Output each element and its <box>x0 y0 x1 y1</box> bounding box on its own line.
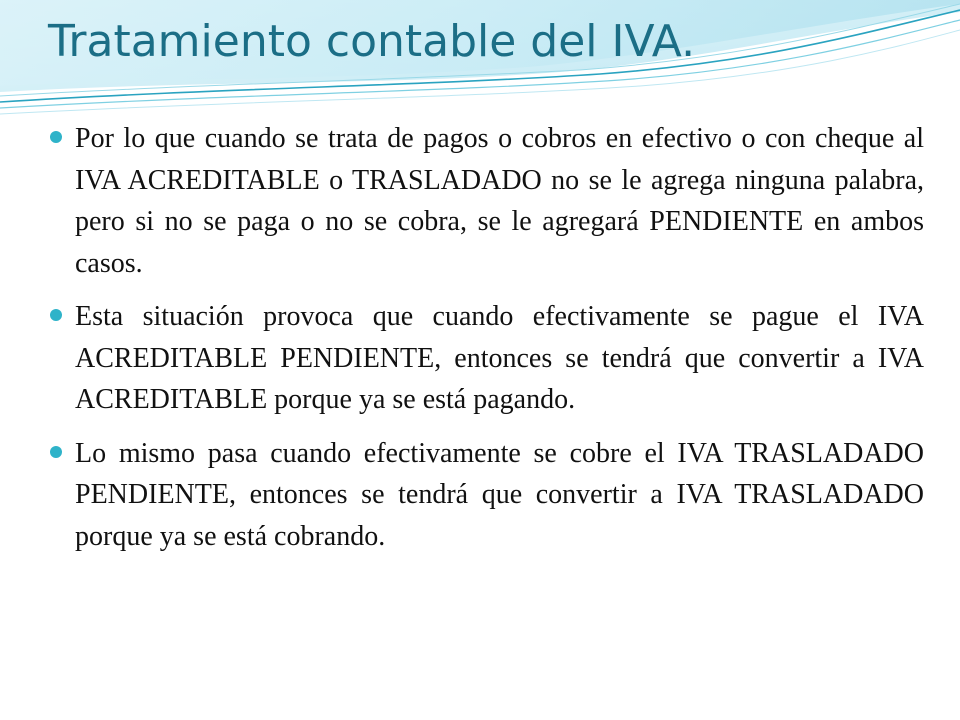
bullet-dot-icon <box>50 446 62 458</box>
bullet-text: Esta situación provoca que cuando efectivamente se pague el IVA ACREDITABLE PENDIENTE, entonces se tendrá que convertir a IVA ACREDITABLE porque ya se está pagando. <box>75 301 924 415</box>
bullet-item <box>48 296 924 421</box>
bullet-text: Lo mismo pasa cuando efectivamente se cobre el IVA TRASLADADO PENDIENTE, entonces se tendrá que convertir a IVA TRASLADADO porque ya se está cobrando. <box>75 437 924 552</box>
slide-title: Tratamiento contable del IVA. <box>48 16 696 67</box>
bullet-dot-icon <box>50 131 62 143</box>
bullet-list <box>48 118 924 569</box>
bullet-text: Por lo que cuando se trata de pagos o cobros en efectivo o con cheque al IVA ACREDITABLE o TRASLADADO no se le agrega ninguna palabra, pero si no se paga o no se cobra, se le agregará PENDIENTE en ambos casos. <box>75 123 924 279</box>
bullet-item <box>48 118 924 284</box>
bullet-item <box>48 433 924 558</box>
bullet-dot-icon <box>50 309 62 321</box>
